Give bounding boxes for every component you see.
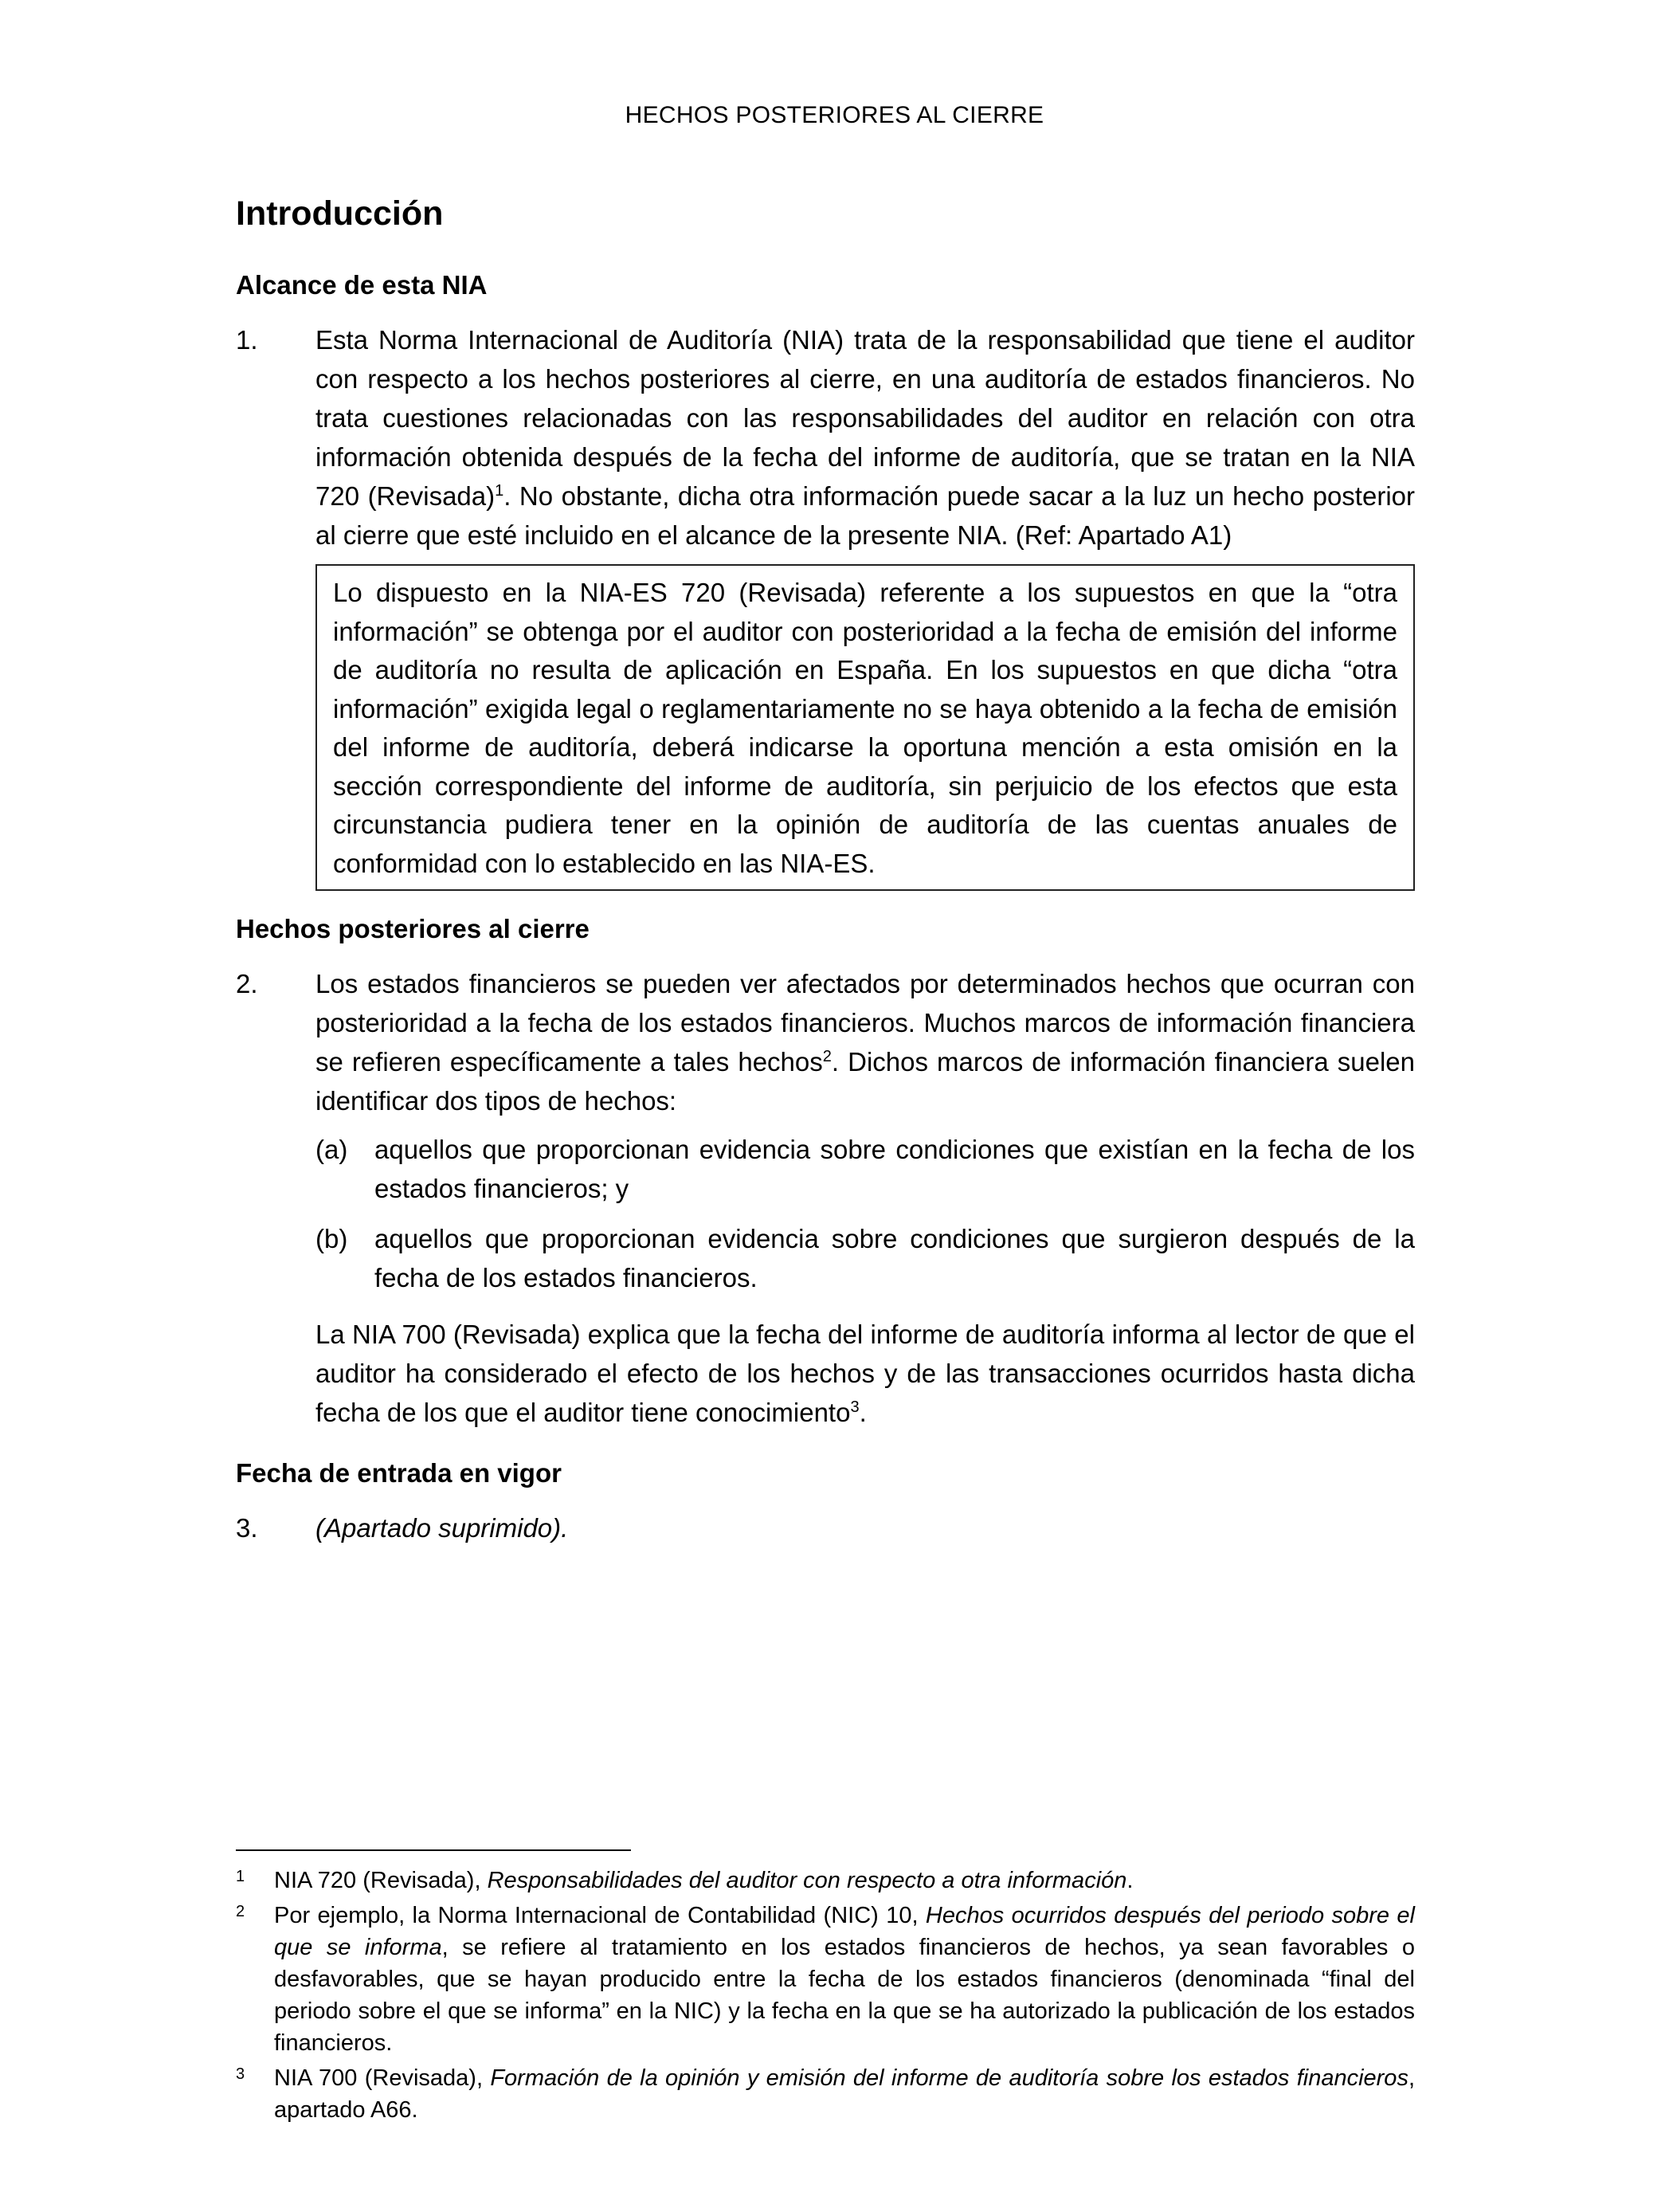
paragraph-text-part: La NIA 700 (Revisada) explica que la fecha del informe de auditoría informa al lector de que el auditor ha considerado el efecto de los hechos y de las transacciones ocurridos hasta dicha fecha de los que el auditor tiene conocimiento [315,1320,1415,1427]
paragraph-number: 2. [236,969,258,998]
paragraph-number: 3. [236,1513,258,1543]
paragraph-text-part: . [859,1398,867,1427]
paragraph-text-part: . Dichos marcos de información financiera suelen identificar dos tipos de hechos: [315,1047,1416,1116]
footnote-title: Responsabilidades del auditor con respecto a otra información [487,1868,1127,1893]
footnotes [236,1865,1415,2129]
list-item [315,1219,1415,1297]
footnote-text-part: , se refiere al tratamiento en los estados financieros de hechos, ya sean favorables o desfavorables, que se hayan producido entre la fecha de los estados financieros (denominada “final del periodo sobre el que se informa” en la NIC) y la fecha en la que se ha autorizado la publicación de los estados financieros. [274,1935,1415,2056]
list-item-label: (b) [315,1224,348,1253]
footnote-text-part: . [1126,1868,1134,1893]
footnote-title: Hechos ocurridos después del periodo sobre el que se informa [274,1903,1415,1960]
paragraph-text [315,964,1415,1120]
paragraph-2-continuation [315,1315,1415,1432]
list-item-text: aquellos que proporcionan evidencia sobre condiciones que existían en la fecha de los estados financieros; y [374,1135,1415,1203]
heading-effective-date: Fecha de entrada en vigor [236,1458,562,1488]
footnote-text-part: Por ejemplo, la Norma Internacional de Contabilidad (NIC) 10, [274,1903,926,1928]
footnote-text-part: , apartado A66. [274,2065,1416,2123]
heading-scope: Alcance de esta NIA [236,270,488,300]
footnote-separator [236,1849,631,1851]
footnote-mark: 3 [236,2065,245,2083]
paragraph-1 [236,320,1415,555]
list-item-text: aquellos que proporcionan evidencia sobre condiciones que surgieron después de la fecha de los estados financieros. [374,1224,1415,1292]
section-title: Introducción [236,194,444,233]
footnote-text [274,1865,1415,1896]
paragraph-text-part: . No obstante, dicha otra información puede sacar a la luz un hecho posterior al cierre que esté incluido en el alcance de la presente NIA. (Ref: Apartado A1) [315,481,1415,550]
paragraph-text-part: Esta Norma Internacional de Auditoría (NIA) trata de la responsabilidad que tiene el auditor con respecto a los hechos posteriores al cierre, en una auditoría de estados financieros. No trata cuestiones relacionadas con las responsabilidades del auditor en relación con otra información obtenida después de la fecha del informe de auditoría, que se tratan en la NIA 720 (Revisada) [315,325,1415,511]
paragraph-text-part: Los estados financieros se pueden ver afectados por determinados hechos que ocurran con posterioridad a la fecha de los estados financieros. Muchos marcos de información financiera se refieren específicamente a tales hechos [315,969,1415,1077]
heading-events: Hechos posteriores al cierre [236,914,590,943]
footnote-text-part: NIA 720 (Revisada), [274,1868,488,1893]
footnote-ref: 2 [822,1048,832,1065]
footnote-mark: 1 [236,1868,245,1885]
footnote-text-part: NIA 700 (Revisada), [274,2065,491,2091]
footnote-text [274,1900,1415,2059]
paragraph-3 [236,1508,1415,1547]
footnote-3 [236,2062,1415,2126]
footnote-mark: 2 [236,1903,245,1920]
list-item-label: (a) [315,1135,348,1164]
footnote-ref: 3 [850,1398,860,1416]
footnote-2 [236,1900,1415,2059]
list-item [315,1130,1415,1208]
paragraph-text: (Apartado suprimido). [315,1513,569,1543]
running-header: HECHOS POSTERIORES AL CIERRE [625,102,1044,128]
footnote-ref: 1 [495,482,504,500]
footnote-1 [236,1865,1415,1896]
footnote-text [274,2062,1415,2126]
paragraph-number: 1. [236,325,258,355]
spain-note-box: Lo dispuesto en la NIA-ES 720 (Revisada) referente a los supuestos en que la “otra información” se obtenga por el auditor con posterioridad a la fecha de emisión del informe de auditoría no resulta de aplicación en España. En los supuestos en que dicha “otra información” exigida legal o reglamentariamente no se haya obtenido a la fecha de emisión del informe de auditoría, deberá indicarse la oportuna mención a esta omisión en la sección correspondiente del informe de auditoría, sin perjuicio de los efectos que esta circunstancia pudiera tener en la opinión de auditoría de las cuentas anuales de conformidad con lo establecido en las NIA-ES. [315,564,1415,891]
paragraph-2 [236,964,1415,1120]
footnote-title: Formación de la opinión y emisión del informe de auditoría sobre los estados financieros [490,2065,1408,2091]
main-content [236,191,1415,1557]
paragraph-text [315,320,1415,555]
